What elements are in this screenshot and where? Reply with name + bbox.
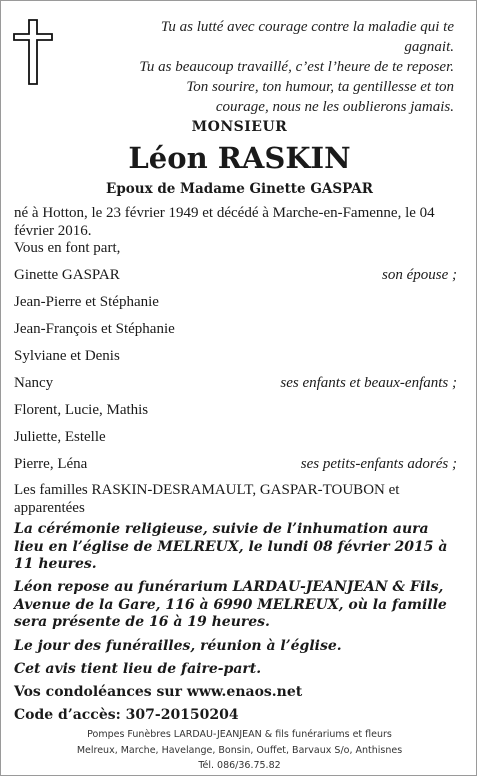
family-relation: son épouse ; <box>382 267 457 283</box>
family-list <box>14 267 457 483</box>
funerarium-details: Léon repose au funérarium LARDAU-JEANJEAN & Fils, Avenue de la Gare, 116 à 6990 MELREUX, où la famille sera présente de 16 à 19 heures. <box>14 579 447 630</box>
family-names: Jean-François et Stéphanie <box>14 321 175 337</box>
poem-line: Tu as beaucoup travaillé, c’est l’heure de te reposer. <box>139 59 454 75</box>
deceased-name: Léon RASKIN <box>128 141 351 175</box>
meeting-line: Le jour des funérailles, réunion à l’église. <box>14 638 342 654</box>
family-names: Sylviane et Denis <box>14 348 120 364</box>
access-code: Code d’accès: 307-20150204 <box>14 707 239 723</box>
poem-line: gagnait. <box>404 39 454 55</box>
family-names: Pierre, Léna <box>14 456 88 472</box>
notice-line: Cet avis tient lieu de faire-part. <box>14 661 262 677</box>
family-row <box>14 294 457 321</box>
funeral-home-footer <box>1 727 478 774</box>
condolences-line: Vos condoléances sur www.enaos.net <box>14 684 303 700</box>
family-row <box>14 402 457 429</box>
footer-line: Melreux, Marche, Havelange, Bonsin, Ouffet, Barvaux S/o, Anthisnes <box>76 744 403 756</box>
family-names: Juliette, Estelle <box>14 429 106 445</box>
cross-icon <box>13 19 53 85</box>
birth-death-details <box>14 205 454 258</box>
honorific: MONSIEUR <box>191 119 288 135</box>
footer-line: Pompes Funèbres LARDAU-JEANJEAN & fils funérariums et fleurs <box>87 729 392 740</box>
ceremony-details: La cérémonie religieuse, suivie de l’inhumation aura lieu en l’église de MELREUX, le lundi 08 février 2015 à 11 heures. <box>14 521 448 572</box>
family-relation: ses enfants et beaux-enfants ; <box>280 375 457 391</box>
family-names: Nancy <box>14 375 54 391</box>
footer-line: Tél. 086/36.75.82 <box>198 760 281 771</box>
family-row <box>14 456 457 483</box>
poem-line: courage, nous ne les oublierons jamais. <box>215 99 454 115</box>
family-row <box>14 375 457 402</box>
family-row <box>14 321 457 348</box>
poem-line: Ton sourire, ton humour, ta gentillesse et ton <box>186 79 454 95</box>
poem <box>94 17 454 117</box>
family-names: Florent, Lucie, Mathis <box>14 402 149 418</box>
family-row <box>14 267 457 294</box>
spouse-line: Epoux de Madame Ginette GASPAR <box>106 181 373 197</box>
families-line: Les familles RASKIN-DESRAMAULT, GASPAR-TOUBON et apparentées <box>14 482 400 516</box>
family-names: Ginette GASPAR <box>14 267 120 283</box>
family-names: Jean-Pierre et Stéphanie <box>14 294 159 310</box>
family-row <box>14 429 457 456</box>
family-row <box>14 348 457 375</box>
birth-line: né à Hotton, le 23 février 1949 et décédé à Marche-en-Famenne, le 04 février 2016. <box>14 205 435 239</box>
announce-line: Vous en font part, <box>14 240 121 256</box>
poem-line: Tu as lutté avec courage contre la maladie qui te <box>160 19 454 35</box>
family-relation: ses petits-enfants adorés ; <box>300 456 457 472</box>
